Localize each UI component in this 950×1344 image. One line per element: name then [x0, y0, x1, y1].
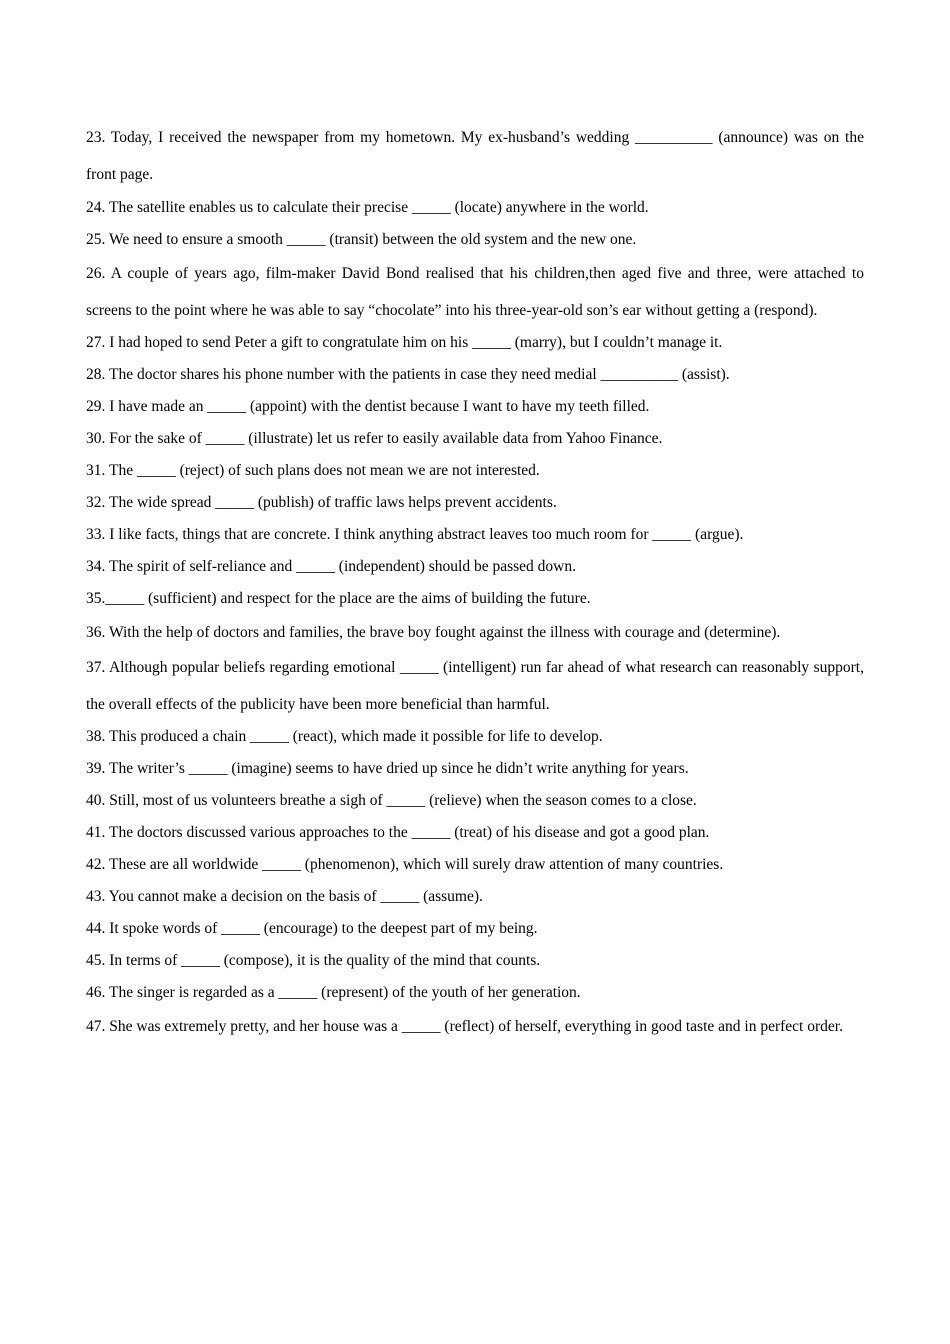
question-45: 45. In terms of _____ (compose), it is the quality of the mind that counts.: [86, 952, 541, 969]
question-31: 31. The _____ (reject) of such plans does not mean we are not interested.: [86, 462, 540, 479]
worksheet-page: [86, 119, 864, 1043]
question-35: 35._____ (sufficient) and respect for the place are the aims of building the future.: [86, 590, 591, 607]
question-46: 46. The singer is regarded as a _____ (represent) of the youth of her generation.: [86, 984, 581, 1001]
question-27: 27. I had hoped to send Peter a gift to congratulate him on his _____ (marry), but I couldn’t manage it.: [86, 334, 723, 351]
question-44: 44. It spoke words of _____ (encourage) to the deepest part of my being.: [86, 920, 538, 937]
question-25: 25. We need to ensure a smooth _____ (transit) between the old system and the new one.: [86, 230, 637, 248]
question-23: 23. Today, I received the newspaper from my hometown. My ex-husband’s wedding __________ (announce) was on the front page.: [86, 129, 864, 183]
question-43: 43. You cannot make a decision on the basis of _____ (assume).: [86, 888, 483, 905]
question-29: 29. I have made an _____ (appoint) with the dentist because I want to have my teeth filled.: [86, 398, 650, 415]
question-40: 40. Still, most of us volunteers breathe a sigh of _____ (relieve) when the season comes to a close.: [86, 792, 697, 809]
question-30: 30. For the sake of _____ (illustrate) let us refer to easily available data from Yahoo Finance.: [86, 430, 663, 447]
question-34: 34. The spirit of self-reliance and _____ (independent) should be passed down.: [86, 558, 576, 575]
question-33: 33. I like facts, things that are concrete. I think anything abstract leaves too much room for _____ (argue).: [86, 526, 744, 543]
question-41: 41. The doctors discussed various approaches to the _____ (treat) of his disease and got a good plan.: [86, 824, 710, 841]
question-24: 24. The satellite enables us to calculate their precise _____ (locate) anywhere in the world.: [86, 198, 649, 216]
question-28: 28. The doctor shares his phone number with the patients in case they need medial __________ (assist).: [86, 366, 730, 383]
question-26: 26. A couple of years ago, film-maker David Bond realised that his children,then aged five and three, were attached to screens to the point where he was able to say “chocolate” into his three-year-old son’s ear without getting a (respond).: [86, 264, 864, 319]
question-36: 36. With the help of doctors and families, the brave boy fought against the illness with courage and (determine).: [86, 624, 781, 641]
question-47: 47. She was extremely pretty, and her house was a _____ (reflect) of herself, everything in good taste and in perfect order.: [86, 1018, 843, 1035]
question-39: 39. The writer’s _____ (imagine) seems to have dried up since he didn’t write anything for years.: [86, 760, 689, 777]
question-38: 38. This produced a chain _____ (react), which made it possible for life to develop.: [86, 728, 603, 745]
question-32: 32. The wide spread _____ (publish) of traffic laws helps prevent accidents.: [86, 494, 557, 511]
question-42: 42. These are all worldwide _____ (phenomenon), which will surely draw attention of many countries.: [86, 856, 724, 873]
question-37: 37. Although popular beliefs regarding emotional _____ (intelligent) run far ahead of what research can reasonably support, the overall effects of the publicity have been more beneficial than harmful.: [86, 658, 864, 713]
